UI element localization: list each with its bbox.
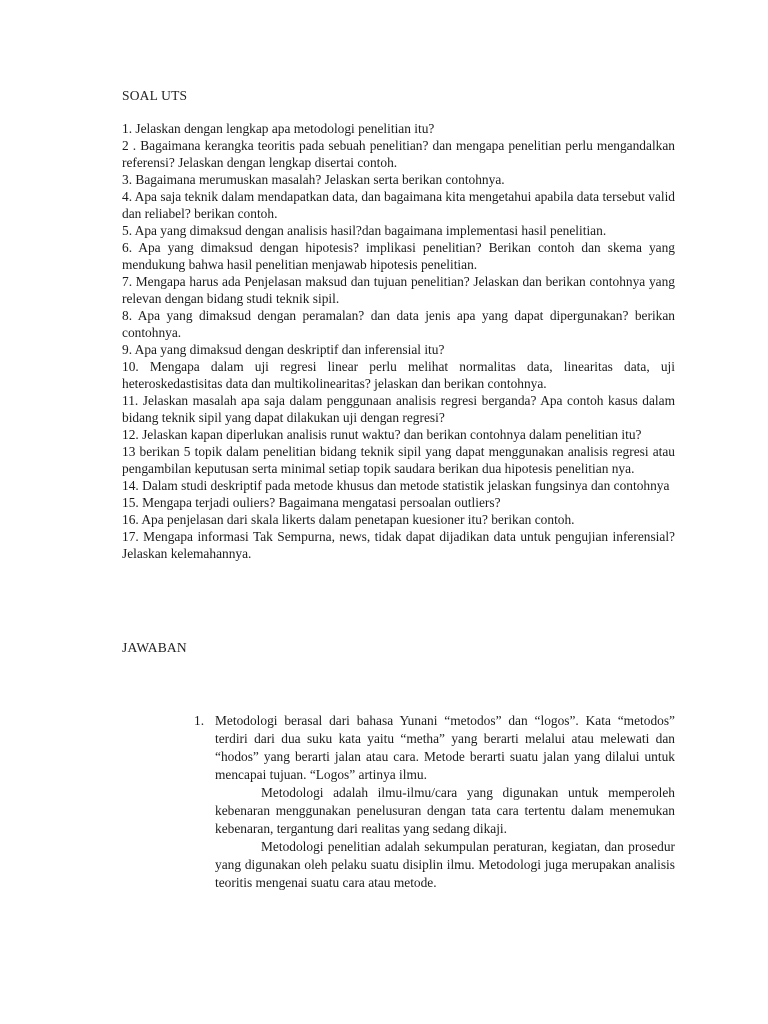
answer-number: 1. bbox=[194, 713, 205, 728]
answers-heading: JAWABAN bbox=[122, 640, 187, 655]
question-item: 8. Apa yang dimaksud dengan peramalan? dan data jenis apa yang dapat dipergunakan? berikan contohnya. bbox=[122, 308, 675, 340]
question-item: 16. Apa penjelasan dari skala likerts dalam penetapan kuesioner itu? berikan contoh. bbox=[122, 512, 575, 527]
question-item: 14. Dalam studi deskriptif pada metode khusus dan metode statistik jelaskan fungsinya dan contohnya bbox=[122, 478, 670, 493]
question-item: 3. Bagaimana merumuskan masalah? Jelaskan serta berikan contohnya. bbox=[122, 172, 505, 187]
question-item: 11. Jelaskan masalah apa saja dalam penggunaan analisis regresi berganda? Apa contoh kasus dalam bidang teknik sipil yang dapat dilakukan uji dengan regresi? bbox=[122, 393, 675, 425]
question-item: 15. Mengapa terjadi ouliers? Bagaimana mengatasi persoalan outliers? bbox=[122, 495, 501, 510]
question-item: 4. Apa saja teknik dalam mendapatkan data, dan bagaimana kita mengetahui apabila data tersebut valid dan reliabel? berikan contoh. bbox=[122, 189, 675, 221]
question-item: 13 berikan 5 topik dalam penelitian bidang teknik sipil yang dapat menggunakan analisis regresi atau pengambilan keputusan serta minimal setiap topik saudara berikan dua hipotesis penelitian nya. bbox=[122, 444, 675, 476]
answer-paragraph: Metodologi berasal dari bahasa Yunani “metodos” dan “logos”. Kata “metodos” terdiri dari dua suku kata yaitu “metha” yang berarti melalui atau melewati dan “hodos” yang berarti jalan atau cara. Metode berarti suatu jalan yang dilalui untuk mencapai tujuan. “Logos” artinya ilmu. bbox=[215, 713, 675, 782]
answer-paragraph: Metodologi adalah ilmu-ilmu/cara yang digunakan untuk memperoleh kebenaran menggunakan penelusuran dengan tata cara tertentu dalam menemukan kebenaran, tergantung dari realitas yang sedang dikaji. bbox=[215, 785, 675, 836]
question-item: 7. Mengapa harus ada Penjelasan maksud dan tujuan penelitian? Jelaskan dan berikan contohnya yang relevan dengan bidang studi teknik sipil. bbox=[122, 274, 675, 306]
answer-item bbox=[194, 712, 675, 892]
answer-list bbox=[194, 712, 675, 892]
question-item: 1. Jelaskan dengan lengkap apa metodologi penelitian itu? bbox=[122, 121, 435, 136]
page-title: SOAL UTS bbox=[122, 88, 188, 103]
answer-paragraph: Metodologi penelitian adalah sekumpulan peraturan, kegiatan, dan prosedur yang digunakan oleh pelaku suatu disiplin ilmu. Metodologi juga merupakan analisis teoritis mengenai suatu cara atau metode. bbox=[215, 839, 675, 890]
question-item: 10. Mengapa dalam uji regresi linear perlu melihat normalitas data, linearitas data, uji heteroskedastisitas data dan multikolinearitas? jelaskan dan berikan contohnya. bbox=[122, 359, 675, 391]
question-item: 5. Apa yang dimaksud dengan analisis hasil?dan bagaimana implementasi hasil penelitian. bbox=[122, 223, 607, 238]
question-item: 2 . Bagaimana kerangka teoritis pada sebuah penelitian? dan mengapa penelitian perlu mengandalkan referensi? Jelaskan dengan lengkap disertai contoh. bbox=[122, 138, 675, 170]
question-item: 9. Apa yang dimaksud dengan deskriptif dan inferensial itu? bbox=[122, 342, 445, 357]
question-item: 6. Apa yang dimaksud dengan hipotesis? implikasi penelitian? Berikan contoh dan skema yang mendukung bahwa hasil penelitian menjawab hipotesis penelitian. bbox=[122, 240, 675, 272]
question-item: 12. Jelaskan kapan diperlukan analisis runut waktu? dan berikan contohnya dalam penelitian itu? bbox=[122, 427, 642, 442]
question-list bbox=[122, 120, 675, 562]
answer-body bbox=[215, 712, 675, 892]
question-item: 17. Mengapa informasi Tak Sempurna, news, tidak dapat dijadikan data untuk pengujian inferensial? Jelaskan kelemahannya. bbox=[122, 529, 675, 561]
